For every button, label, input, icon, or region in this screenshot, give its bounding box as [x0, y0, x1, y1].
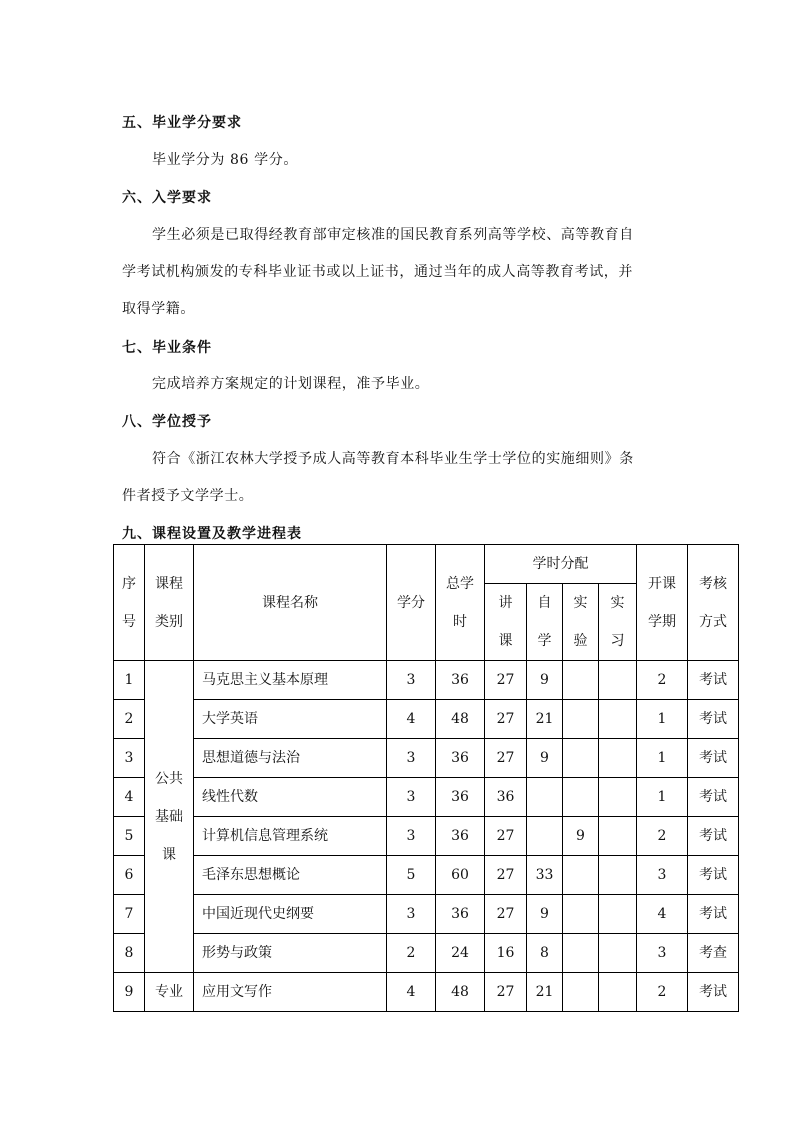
- header-experiment: 实 验: [563, 584, 599, 661]
- row-semester: 3: [637, 856, 688, 895]
- row-credit: 2: [387, 934, 436, 973]
- row-credit: 3: [387, 895, 436, 934]
- row-self: 9: [527, 739, 563, 778]
- section6-heading: 六、入学要求: [122, 190, 212, 206]
- category-major: 专业: [145, 973, 194, 1012]
- table-row: [114, 778, 739, 817]
- row-course-name: 计算机信息管理系统: [194, 817, 387, 856]
- row-assessment: 考试: [688, 661, 739, 700]
- row-course-name: 大学英语: [194, 700, 387, 739]
- row-self: 21: [527, 700, 563, 739]
- header-self-study: 自 学: [527, 584, 563, 661]
- row-prac: [599, 661, 637, 700]
- table-row: [114, 856, 739, 895]
- row-self: [527, 778, 563, 817]
- table-row: [114, 700, 739, 739]
- row-lecture: 27: [485, 856, 527, 895]
- section7-body: 完成培养方案规定的计划课程，准予毕业。: [152, 376, 430, 392]
- row-course-name: 毛泽东思想概论: [194, 856, 387, 895]
- row-self: 9: [527, 661, 563, 700]
- row-assessment: 考试: [688, 817, 739, 856]
- row-self: 9: [527, 895, 563, 934]
- row-semester: 1: [637, 700, 688, 739]
- row-assessment: 考试: [688, 895, 739, 934]
- row-lecture: 27: [485, 973, 527, 1012]
- row-lecture: 27: [485, 700, 527, 739]
- row-prac: [599, 934, 637, 973]
- section6-line: 学考试机构颁发的专科毕业证书或以上证书，通过当年的成人高等教育考试，并: [122, 264, 633, 280]
- row-assessment: 考试: [688, 700, 739, 739]
- course-schedule-table: [113, 544, 739, 1012]
- row-course-name: 思想道德与法治: [194, 739, 387, 778]
- row-total: 48: [436, 700, 485, 739]
- row-assessment: 考试: [688, 856, 739, 895]
- row-lecture: 27: [485, 739, 527, 778]
- row-credit: 4: [387, 973, 436, 1012]
- row-semester: 2: [637, 817, 688, 856]
- header-course-name: 课程名称: [194, 545, 387, 661]
- row-semester: 2: [637, 661, 688, 700]
- row-semester: 1: [637, 778, 688, 817]
- row-prac: [599, 895, 637, 934]
- section8-line: 件者授予文学学士。: [122, 488, 254, 504]
- row-total: 36: [436, 739, 485, 778]
- row-exp: [563, 739, 599, 778]
- header-semester: 开课 学期: [637, 545, 688, 661]
- row-exp: [563, 700, 599, 739]
- row-total: 36: [436, 778, 485, 817]
- row-no: 8: [114, 934, 145, 973]
- category-public-basic: 公共 基础 课: [145, 661, 194, 973]
- row-prac: [599, 739, 637, 778]
- row-assessment: 考试: [688, 778, 739, 817]
- row-exp: [563, 934, 599, 973]
- row-self: [527, 817, 563, 856]
- row-self: 21: [527, 973, 563, 1012]
- section8-line: 符合《浙江农林大学授予成人高等教育本科毕业生学士学位的实施细则》条: [152, 451, 634, 467]
- row-course-name: 应用文写作: [194, 973, 387, 1012]
- section8-heading: 八、学位授予: [122, 414, 212, 430]
- row-exp: 9: [563, 817, 599, 856]
- row-total: 36: [436, 817, 485, 856]
- header-category: 课程 类别: [145, 545, 194, 661]
- row-semester: 3: [637, 934, 688, 973]
- row-credit: 4: [387, 700, 436, 739]
- row-credit: 3: [387, 661, 436, 700]
- row-prac: [599, 817, 637, 856]
- table-row: [114, 973, 739, 1012]
- row-prac: [599, 973, 637, 1012]
- row-lecture: 27: [485, 817, 527, 856]
- header-practice: 实 习: [599, 584, 637, 661]
- row-assessment: 考试: [688, 973, 739, 1012]
- table-row: [114, 895, 739, 934]
- section7-heading: 七、毕业条件: [122, 340, 212, 356]
- row-total: 36: [436, 895, 485, 934]
- row-lecture: 16: [485, 934, 527, 973]
- row-prac: [599, 778, 637, 817]
- row-exp: [563, 973, 599, 1012]
- row-credit: 3: [387, 739, 436, 778]
- section6-line: 取得学籍。: [122, 301, 195, 317]
- row-exp: [563, 895, 599, 934]
- table-row: [114, 739, 739, 778]
- header-total-hours: 总学 时: [436, 545, 485, 661]
- row-exp: [563, 778, 599, 817]
- row-total: 36: [436, 661, 485, 700]
- table-row: [114, 817, 739, 856]
- row-self: 33: [527, 856, 563, 895]
- row-assessment: 考查: [688, 934, 739, 973]
- section6-line: 学生必须是已取得经教育部审定核准的国民教育系列高等学校、高等教育自: [152, 227, 634, 243]
- row-credit: 3: [387, 778, 436, 817]
- row-total: 24: [436, 934, 485, 973]
- section5-body: 毕业学分为 86 学分。: [152, 152, 298, 168]
- header-lecture: 讲 课: [485, 584, 527, 661]
- row-exp: [563, 661, 599, 700]
- row-semester: 1: [637, 739, 688, 778]
- row-no: 4: [114, 778, 145, 817]
- row-lecture: 36: [485, 778, 527, 817]
- row-exp: [563, 856, 599, 895]
- row-lecture: 27: [485, 661, 527, 700]
- row-no: 1: [114, 661, 145, 700]
- section5-heading: 五、毕业学分要求: [122, 115, 242, 131]
- row-credit: 5: [387, 856, 436, 895]
- row-no: 7: [114, 895, 145, 934]
- table-row: [114, 934, 739, 973]
- row-semester: 2: [637, 973, 688, 1012]
- row-self: 8: [527, 934, 563, 973]
- row-prac: [599, 856, 637, 895]
- row-course-name: 线性代数: [194, 778, 387, 817]
- row-total: 60: [436, 856, 485, 895]
- row-prac: [599, 700, 637, 739]
- row-no: 9: [114, 973, 145, 1012]
- header-hour-distribution: 学时分配: [485, 545, 637, 584]
- row-course-name: 马克思主义基本原理: [194, 661, 387, 700]
- row-no: 5: [114, 817, 145, 856]
- row-course-name: 中国近现代史纲要: [194, 895, 387, 934]
- row-no: 2: [114, 700, 145, 739]
- row-lecture: 27: [485, 895, 527, 934]
- header-credit: 学分: [387, 545, 436, 661]
- row-assessment: 考试: [688, 739, 739, 778]
- row-semester: 4: [637, 895, 688, 934]
- row-no: 6: [114, 856, 145, 895]
- section9-heading: 九、课程设置及教学进程表: [122, 526, 302, 542]
- header-seq: 序 号: [114, 545, 145, 661]
- header-assessment: 考核 方式: [688, 545, 739, 661]
- row-course-name: 形势与政策: [194, 934, 387, 973]
- table-row: [114, 661, 739, 700]
- row-credit: 3: [387, 817, 436, 856]
- row-no: 3: [114, 739, 145, 778]
- row-total: 48: [436, 973, 485, 1012]
